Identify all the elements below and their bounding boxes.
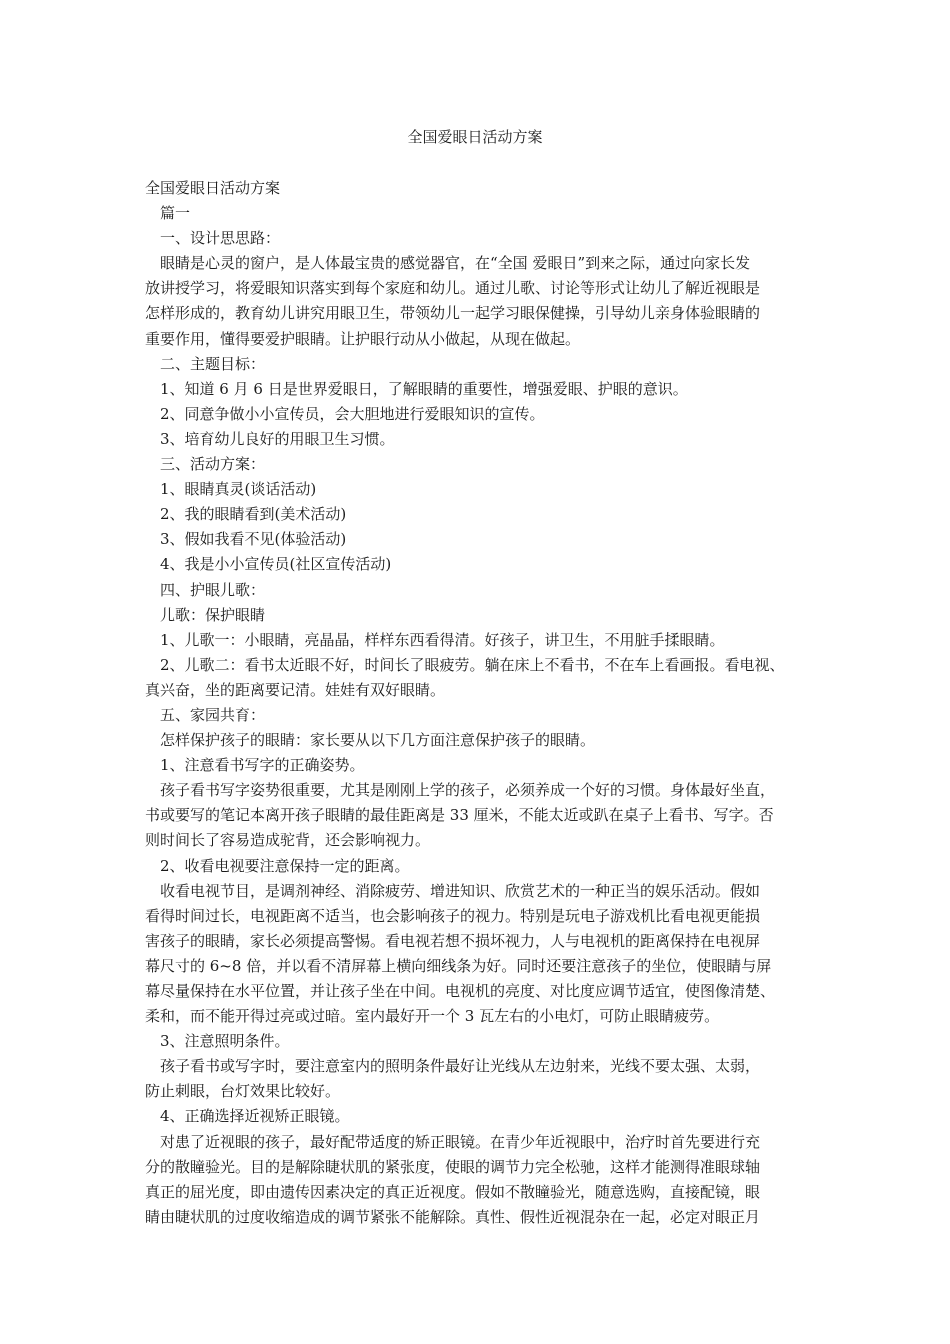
body-line: 收看电视节目，是调剂神经、消除疲劳、增进知识、欣赏艺术的一种正当的娱乐活动。假如 <box>160 881 761 900</box>
body-line: 一、设计思思路： <box>160 229 281 248</box>
body-line: 幕尺寸的 6~8 倍，并以看不清屏幕上横向细线条为好。同时还要注意孩子的坐位，使眼睛与屏 <box>145 956 772 975</box>
body-line: 书或要写的笔记本离开孩子眼睛的最佳距离是 33 厘米，不能太近或趴在桌子上看书、写字。否 <box>145 806 774 825</box>
body-line: 怎样形成的，教育幼儿讲究用眼卫生，带领幼儿一起学习眼保健操，引导幼儿亲身体验眼睛的 <box>145 304 761 323</box>
body-line: 1、儿歌一：小眼睛，亮晶晶，样样东西看得清。好孩子，讲卫生，不用脏手揉眼睛。 <box>160 630 725 649</box>
body-line: 2、收看电视要注意保持一定的距离。 <box>160 856 410 875</box>
body-line: 幕尽量保持在水平位置，并让孩子坐在中间。电视机的亮度、对比度应调节适宜，使图像清楚、 <box>145 982 776 1000</box>
body-line: 全国爱眼日活动方案 <box>145 179 281 197</box>
body-line: 2、同意争做小小宣传员，会大胆地进行爱眼知识的宣传。 <box>160 404 545 423</box>
body-line: 1、注意看书写字的正确姿势。 <box>160 756 365 775</box>
body-line: 儿歌：保护眼睛 <box>160 605 266 624</box>
body-line: 4、我是小小宣传员(社区宣传活动) <box>160 555 392 574</box>
body-line: 2、我的眼睛看到(美术活动) <box>160 505 347 524</box>
document-title: 全国爱眼日活动方案 <box>407 128 543 146</box>
body-line: 孩子看书或写字时，要注意室内的照明条件最好让光线从左边射来，光线不要太强、太弱， <box>160 1057 761 1076</box>
body-line: 2、儿歌二：看书太近眼不好，时间长了眼疲劳。躺在床上不看书，不在车上看画报。看电视、 <box>160 655 785 674</box>
body-line: 五、家园共育： <box>160 705 266 724</box>
body-line: 三、活动方案： <box>160 455 266 474</box>
body-line: 放讲授学习，将爱眼知识落实到每个家庭和幼儿。通过儿歌、讨论等形式让幼儿了解近视眼是 <box>145 279 761 298</box>
body-line: 对患了近视眼的孩子，最好配带适度的矫正眼镜。在青少年近视眼中，治疗时首先要进行充 <box>160 1132 761 1151</box>
body-line: 真正的屈光度，即由遗传因素决定的真正近视度。假如不散瞳验光，随意选购，直接配镜，眼 <box>145 1182 761 1201</box>
body-line: 3、注意照明条件。 <box>160 1032 290 1051</box>
body-line: 眼睛是心灵的窗户，是人体最宝贵的感觉器官，在“全国 爱眼日”到来之际，通过向家长发 <box>160 254 751 273</box>
body-line: 1、眼睛真灵(谈话活动) <box>160 480 317 499</box>
body-line: 孩子看书写字姿势很重要，尤其是刚刚上学的孩子，必须养成一个好的习惯。身体最好坐直， <box>160 781 776 800</box>
body-line: 则时间长了容易造成驼背，还会影响视力。 <box>145 831 431 850</box>
body-line: 四、护眼儿歌： <box>160 580 266 599</box>
body-line: 分的散瞳验光。目的是解除睫状肌的紧张度，使眼的调节力完全松驰，这样才能测得准眼球轴 <box>145 1157 761 1176</box>
body-line: 4、正确选择近视矫正眼镜。 <box>160 1107 350 1126</box>
body-line: 柔和，而不能开得过亮或过暗。室内最好开一个 3 瓦左右的小电灯，可防止眼睛疲劳。 <box>145 1007 720 1026</box>
body-line: 二、主题目标： <box>160 354 266 373</box>
body-line: 重要作用，懂得要爱护眼睛。让护眼行动从小做起，从现在做起。 <box>145 329 581 348</box>
body-line: 睛由睫状肌的过度收缩造成的调节紧张不能解除。真性、假性近视混杂在一起，必定对眼正月 <box>145 1207 761 1226</box>
body-line: 看得时间过长，电视距离不适当，也会影响孩子的视力。特别是玩电子游戏机比看电视更能损 <box>145 906 761 925</box>
document-body <box>145 176 805 1230</box>
body-line: 篇一 <box>160 204 191 223</box>
body-line: 怎样保护孩子的眼睛：家长要从以下几方面注意保护孩子的眼睛。 <box>160 731 596 750</box>
body-line: 防止刺眼，台灯效果比较好。 <box>145 1082 341 1101</box>
body-line: 3、假如我看不见(体验活动) <box>160 530 347 549</box>
body-line: 真兴奋，坐的距离要记清。娃娃有双好眼睛。 <box>145 680 446 699</box>
body-line: 害孩子的眼睛，家长必须提高警惕。看电视若想不损坏视力，人与电视机的距离保持在电视屏 <box>145 931 761 950</box>
body-line: 3、培育幼儿良好的用眼卫生习惯。 <box>160 429 395 448</box>
body-line: 1、知道 6 月 6 日是世界爱眼日，了解眼睛的重要性，增强爱眼、护眼的意识。 <box>160 379 688 398</box>
